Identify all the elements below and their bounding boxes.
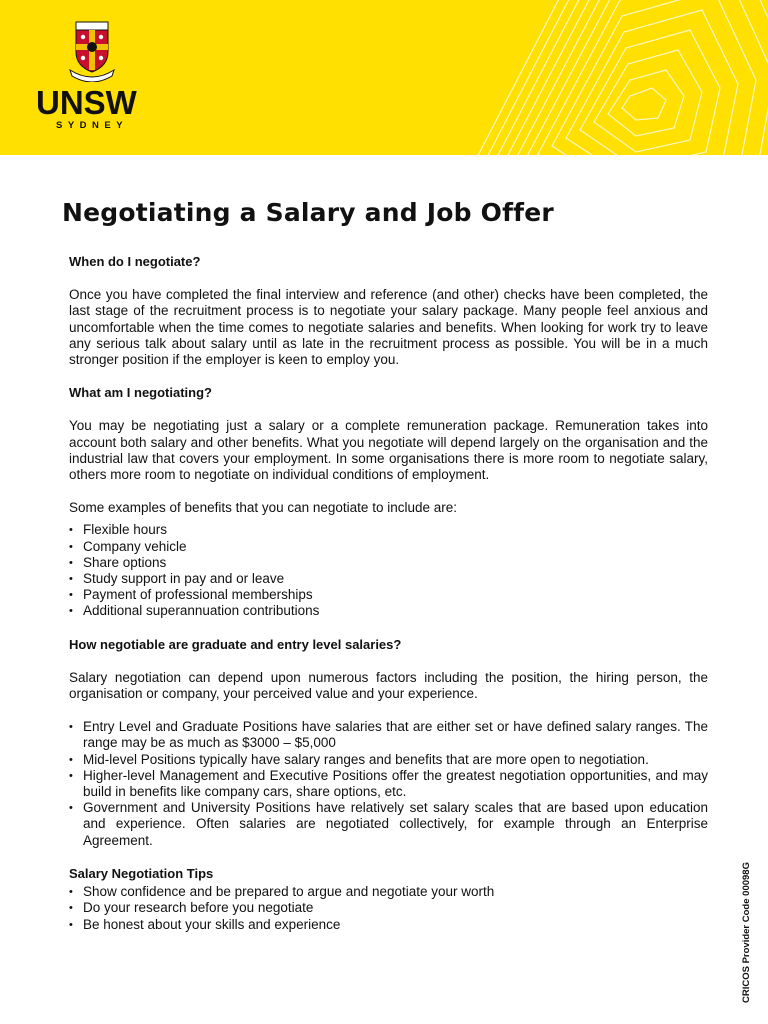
list-item: • Do your research before you negotiate (69, 900, 708, 916)
list-item: • Additional superannuation contributions (69, 603, 708, 619)
section-heading: When do I negotiate? (69, 254, 201, 269)
list-item: • Be honest about your skills and experience (69, 917, 708, 933)
section-paragraph: Salary negotiation can depend upon numerous factors including the position, the hiring person, the organisation or company, your perceived value and your experience. (69, 669, 708, 702)
section-paragraph: You may be negotiating just a salary or a complete remuneration package. Remuneration takes into account both salary and other benefits. What you negotiate will depend largely on the organisation and the industrial law that covers your employment. In some organisations there is more room to negotiate salary, others more room to negotiate on individual conditions of employment. (69, 418, 708, 483)
cricos-code: CRICOS Provider Code 00098G (741, 862, 752, 1003)
section-heading: Salary Negotiation Tips (69, 865, 214, 881)
section-paragraph: Once you have completed the final interview and reference (and other) checks have been completed, the last stage of the recruitment process is to negotiate your salary package. Many people feel anxious and uncomfortable when the time comes to negotiate salaries and benefits. When looking for work try to leave any serious talk about salary until as late in the recruitment process as possible. You will be in a much stronger position if the employer is keen to employ you. (69, 287, 708, 368)
benefits-list (69, 522, 708, 619)
list-item: • Study support in pay and or leave (69, 571, 708, 587)
list-item: • Company vehicle (69, 539, 708, 555)
list-item: • Entry Level and Graduate Positions have salaries that are either set or have defined salary ranges. The range may be as much as $3000 – $5,000 (69, 719, 708, 751)
list-item: • Mid-level Positions typically have salary ranges and benefits that are more open to negotiation. (69, 752, 708, 768)
crest-icon (66, 20, 118, 82)
list-item: • Flexible hours (69, 522, 708, 538)
list-item: • Show confidence and be prepared to argue and negotiate your worth (69, 884, 708, 900)
list-item: • Share options (69, 555, 708, 571)
list-item: • Payment of professional memberships (69, 587, 708, 603)
header-banner (0, 0, 768, 155)
salary-levels-list (69, 719, 708, 849)
section-heading: How negotiable are graduate and entry level salaries? (69, 636, 402, 652)
page-title: Negotiating a Salary and Job Offer (62, 198, 554, 227)
brand-subtitle: SYDNEY (56, 120, 129, 131)
section-heading: What am I negotiating? (69, 385, 212, 401)
decorative-pattern (380, 0, 768, 155)
brand-wordmark: UNSW (36, 84, 137, 121)
list-item: • Government and University Positions have relatively set salary scales that are based upon education and experience. Often salaries are negotiated collectively, for example through an Enterprise Agreement. (69, 800, 708, 849)
list-intro: Some examples of benefits that you can negotiate to include are: (69, 500, 457, 516)
list-item: • Higher-level Management and Executive Positions offer the greatest negotiation opportunities, and may build in benefits like company cars, share options, etc. (69, 768, 708, 800)
tips-list (69, 884, 708, 933)
unsw-logo (36, 20, 148, 131)
document-body (69, 254, 708, 950)
